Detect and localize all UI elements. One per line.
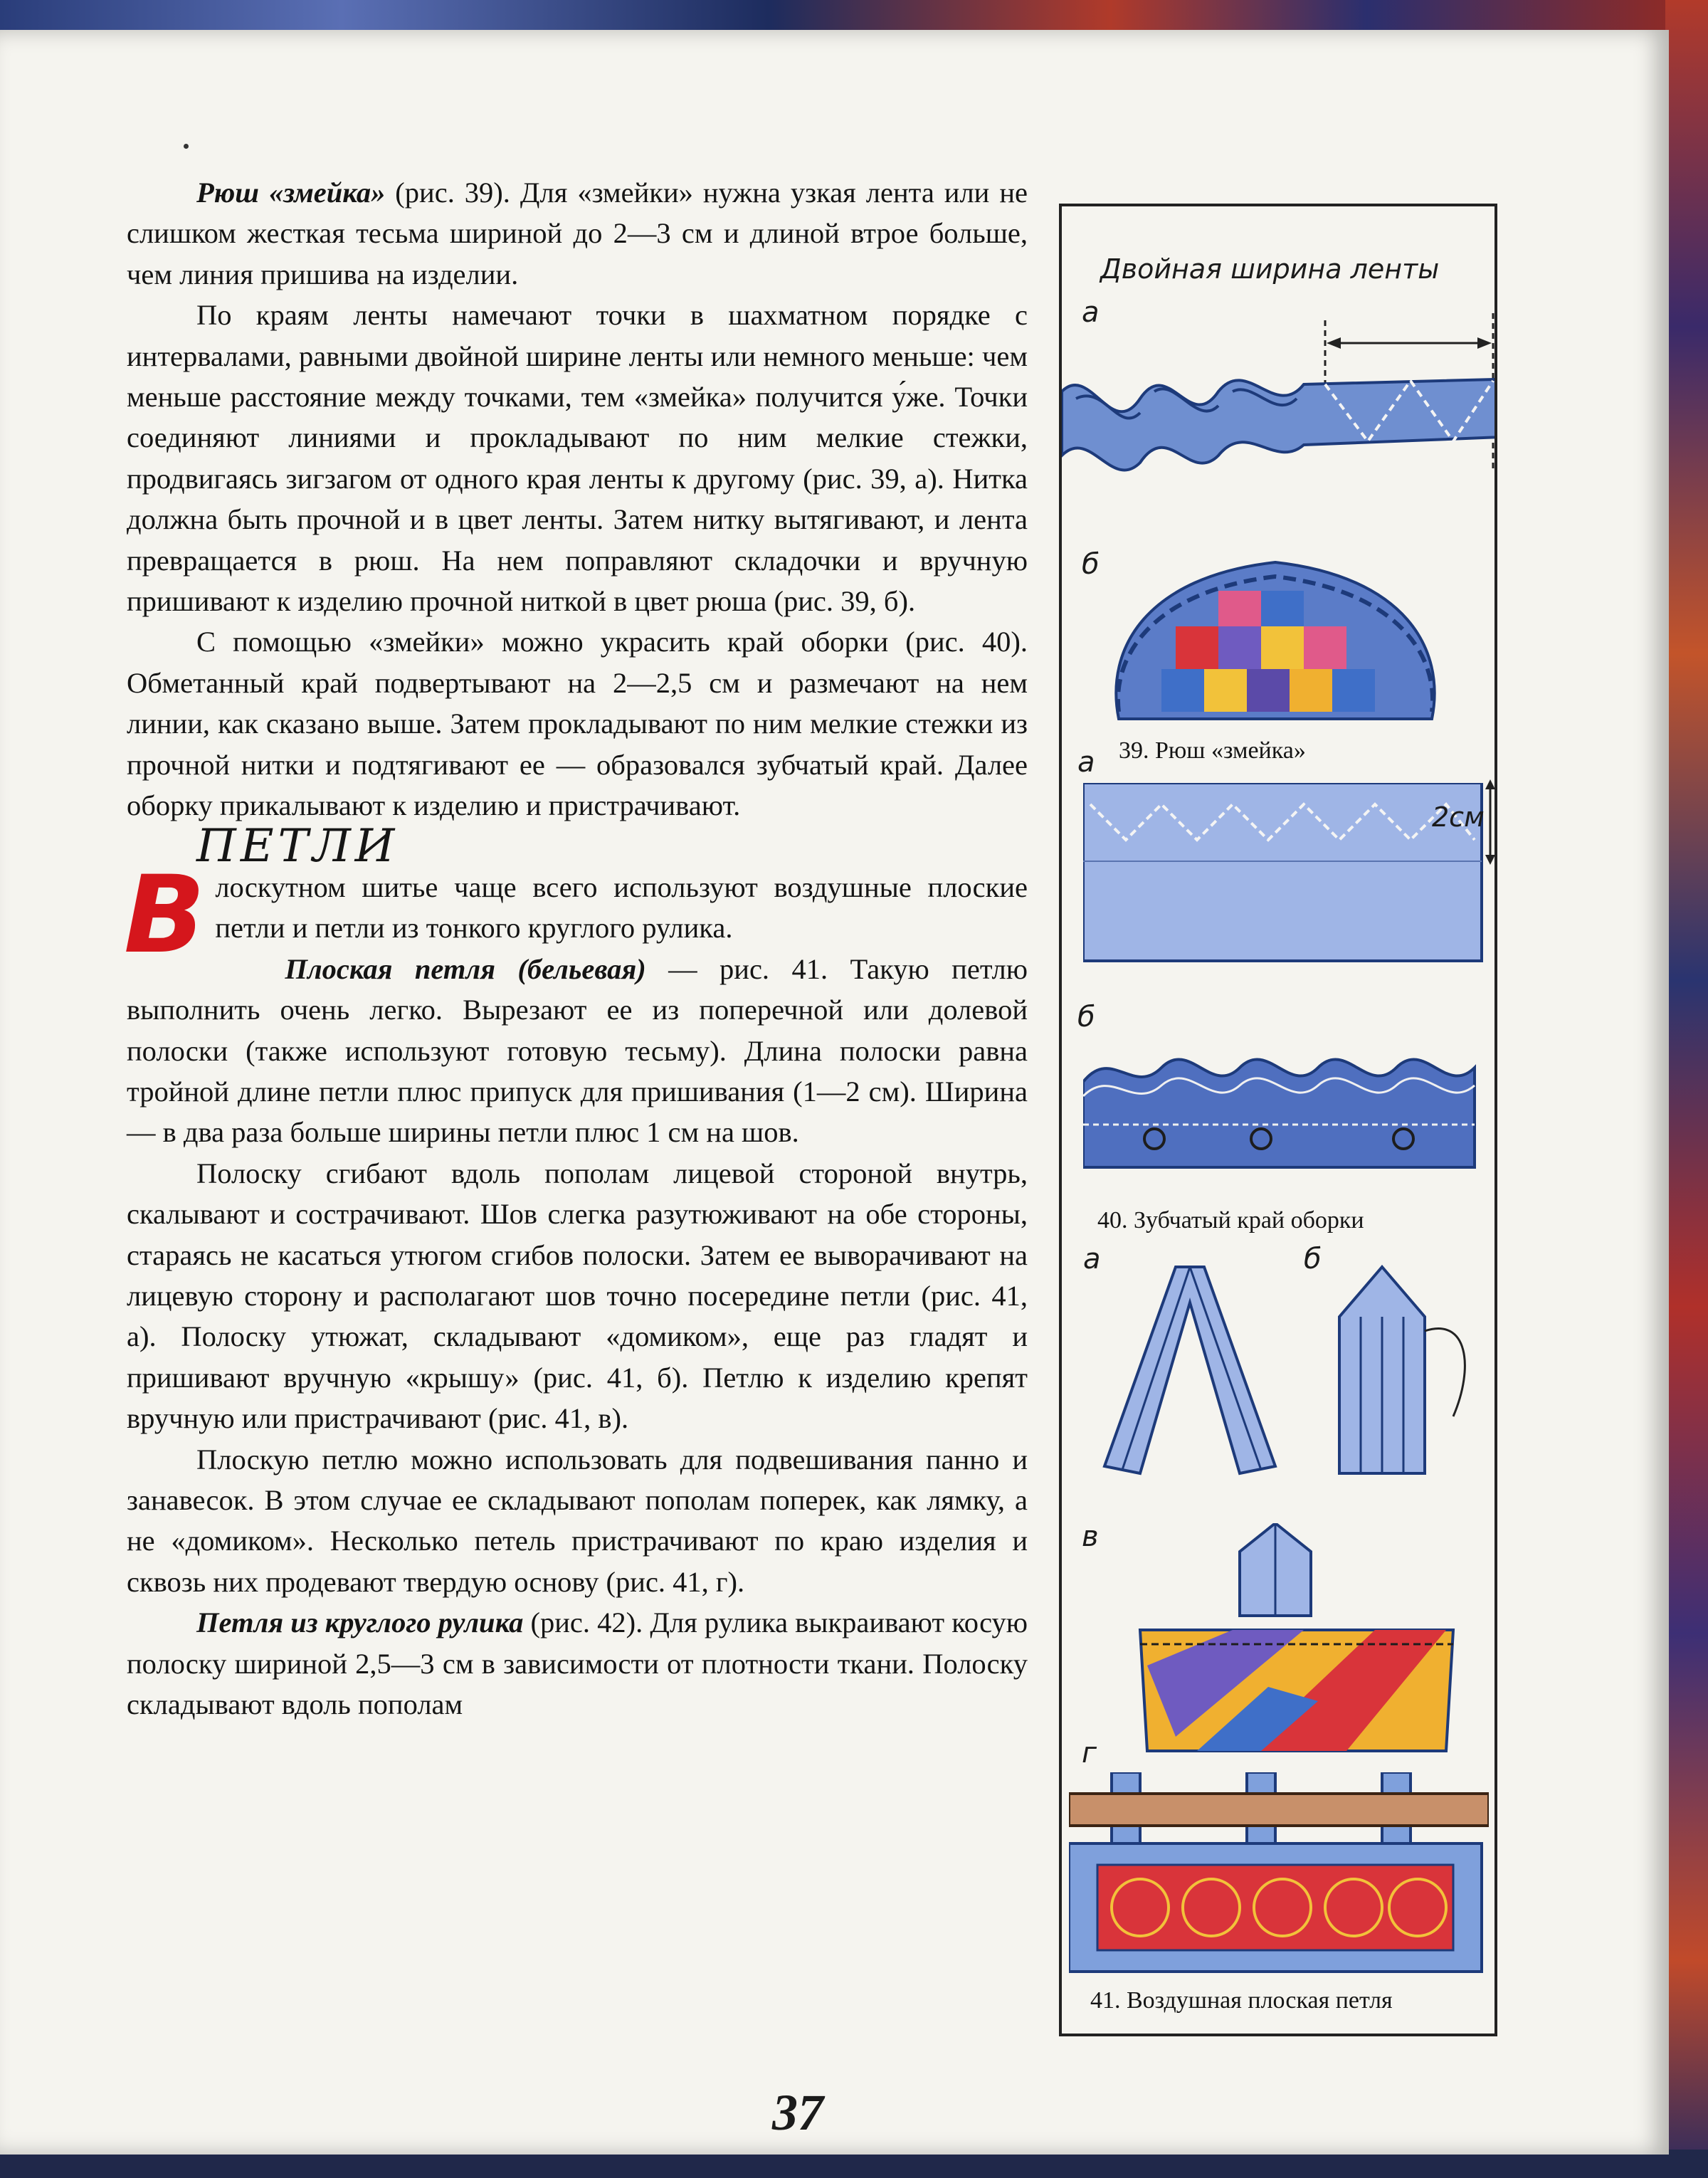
paragraph-text: Полоску сгибают вдоль пополам лицевой стороной внутрь, скалывают и сострачивают. Шов слегка разутюживают на обе стороны, стараясь не касаться утюгом сгибов полоски. Затем ее выворачивают на лицевую сторону и располагают шов точно посередине петли (рис. 41, а). Полоску утюжат, складывают «домиком», еще раз гладят и пришивают вручную «крышу» (рис. 41, б). Петлю к изделию крепят вручную или пристрачивают (рис. 41, в). — [127, 1157, 1028, 1435]
fig40-label-b: б — [1077, 1001, 1095, 1033]
fig41g-hanging-rod-illustration — [1069, 1772, 1489, 1979]
fig41-label-g: г — [1082, 1737, 1097, 1769]
paragraph-round-loop — [127, 1602, 1028, 1725]
fig39-label-b: б — [1082, 548, 1100, 581]
paragraph-text: (рис. 39). Для «змейки» нужна узкая лента или не слишком жесткая тесьма шириной до 2—3 см и длиной втрое больше, чем линия пришива на изделии. — [127, 177, 1028, 290]
paragraph-frill — [127, 621, 1028, 826]
print-dot — [184, 144, 189, 149]
term-round-loop: Петля из круглого рулика — [196, 1606, 524, 1639]
fig41-label-b: б — [1304, 1243, 1322, 1275]
right-fabric-border — [1665, 0, 1708, 2178]
fig40-measure-bracket — [1483, 779, 1497, 868]
fig41-caption: 41. Воздушная плоская петля — [1090, 1987, 1393, 2014]
paragraph-points — [127, 295, 1028, 621]
paragraph-flat-loop — [127, 949, 1028, 1153]
fig39-label-a: а — [1082, 296, 1100, 329]
paragraph-text: Плоскую петлю можно использовать для подвешивания панно и занавесок. В этом случае ее складывают пополам поперек, как лямку, а не «домиком». Несколько петель пристрачивают по краю изделия и сквозь них продевают твердую основу (рис. 41, г). — [127, 1443, 1028, 1598]
paragraph-ruche — [127, 172, 1028, 295]
fig40-measure-label: 2см — [1432, 801, 1485, 833]
fig41v-attached-loop-illustration — [1133, 1523, 1460, 1758]
paragraph-text: По краям ленты намечают точки в шахматном порядке с интервалами, равными двойной ширине ленты или немного меньше: чем меньше расстояние между точками, тем «змейка» получится у́же. Точки соединяют линиями и прокладывают по ним мелкие стежки, продвигаясь зигзагом от одного края ленты к другому (рис. 39, а). Нитка должна быть прочной и в цвет ленты. Затем нитку вытягивают, и лента превращается в рюш. На нем поправляют складочки и вручную пришивают к изделию прочной ниткой в цвет рюша (рис. 39, б). — [127, 299, 1028, 618]
fig41-label-a: а — [1083, 1243, 1101, 1275]
term-flat-loop: Плоская петля (бельевая) — [285, 952, 646, 985]
fig40-caption: 40. Зубчатый край оборки — [1097, 1207, 1364, 1233]
paragraph-hanging — [127, 1439, 1028, 1603]
drop-cap: В — [124, 853, 206, 977]
paragraph-text: (рис. 42). Для рулика выкраивают косую полоску шириной 2,5—3 см в зависимости от плотности ткани. Полоску складывают вдоль пополам — [127, 1606, 1028, 1721]
text-column — [124, 172, 1028, 1725]
fig39-caption: 39. Рюш «змейка» — [1119, 737, 1306, 764]
fig39-width-label: Двойная ширина ленты — [1100, 253, 1440, 285]
fig40-label-a: а — [1077, 746, 1095, 779]
term-ruche: Рюш «змейка» — [196, 177, 386, 209]
fig41b-folded-loop-illustration — [1325, 1260, 1489, 1480]
book-page — [0, 30, 1669, 2155]
paragraph-text: — рис. 41. Такую петлю выполнить очень легко. Вырезают ее из поперечной или долевой полоски (также используют готовую тесьму). Длина полоски равна тройной длине петли плюс припуск для пришивания (1—2 см). Ширина — в два раза больше ширины петли плюс 1 см на шов. — [127, 952, 1028, 1149]
section-heading: ПЕТЛИ — [196, 819, 399, 873]
fig41-label-v: в — [1082, 1520, 1099, 1553]
paragraph-text: лоскутном шитье чаще всего используют воздушные плоские петли и петли из тонкого круглого рулика. — [215, 870, 1028, 945]
fig41a-strip-illustration — [1097, 1260, 1282, 1488]
paragraph-fold — [127, 1153, 1028, 1439]
fig39a-ribbon-illustration — [1062, 313, 1494, 484]
figure-panel — [1059, 204, 1497, 2036]
fig40b-frill-illustration — [1083, 1032, 1496, 1174]
paragraph-text: С помощью «змейки» можно украсить край оборки (рис. 40). Обметанный край подвертывают на 2—2,5 см и размечают на нем линии, как сказано выше. Затем прокладывают по ним мелкие стежки из прочной нитки и подтягивают ее — образовался зубчатый край. Далее оборку прикалывают к изделию и пристрачивают. — [127, 626, 1028, 822]
fig39b-patchwork-illustration — [1090, 534, 1460, 740]
page-number: 37 — [772, 2084, 823, 2141]
